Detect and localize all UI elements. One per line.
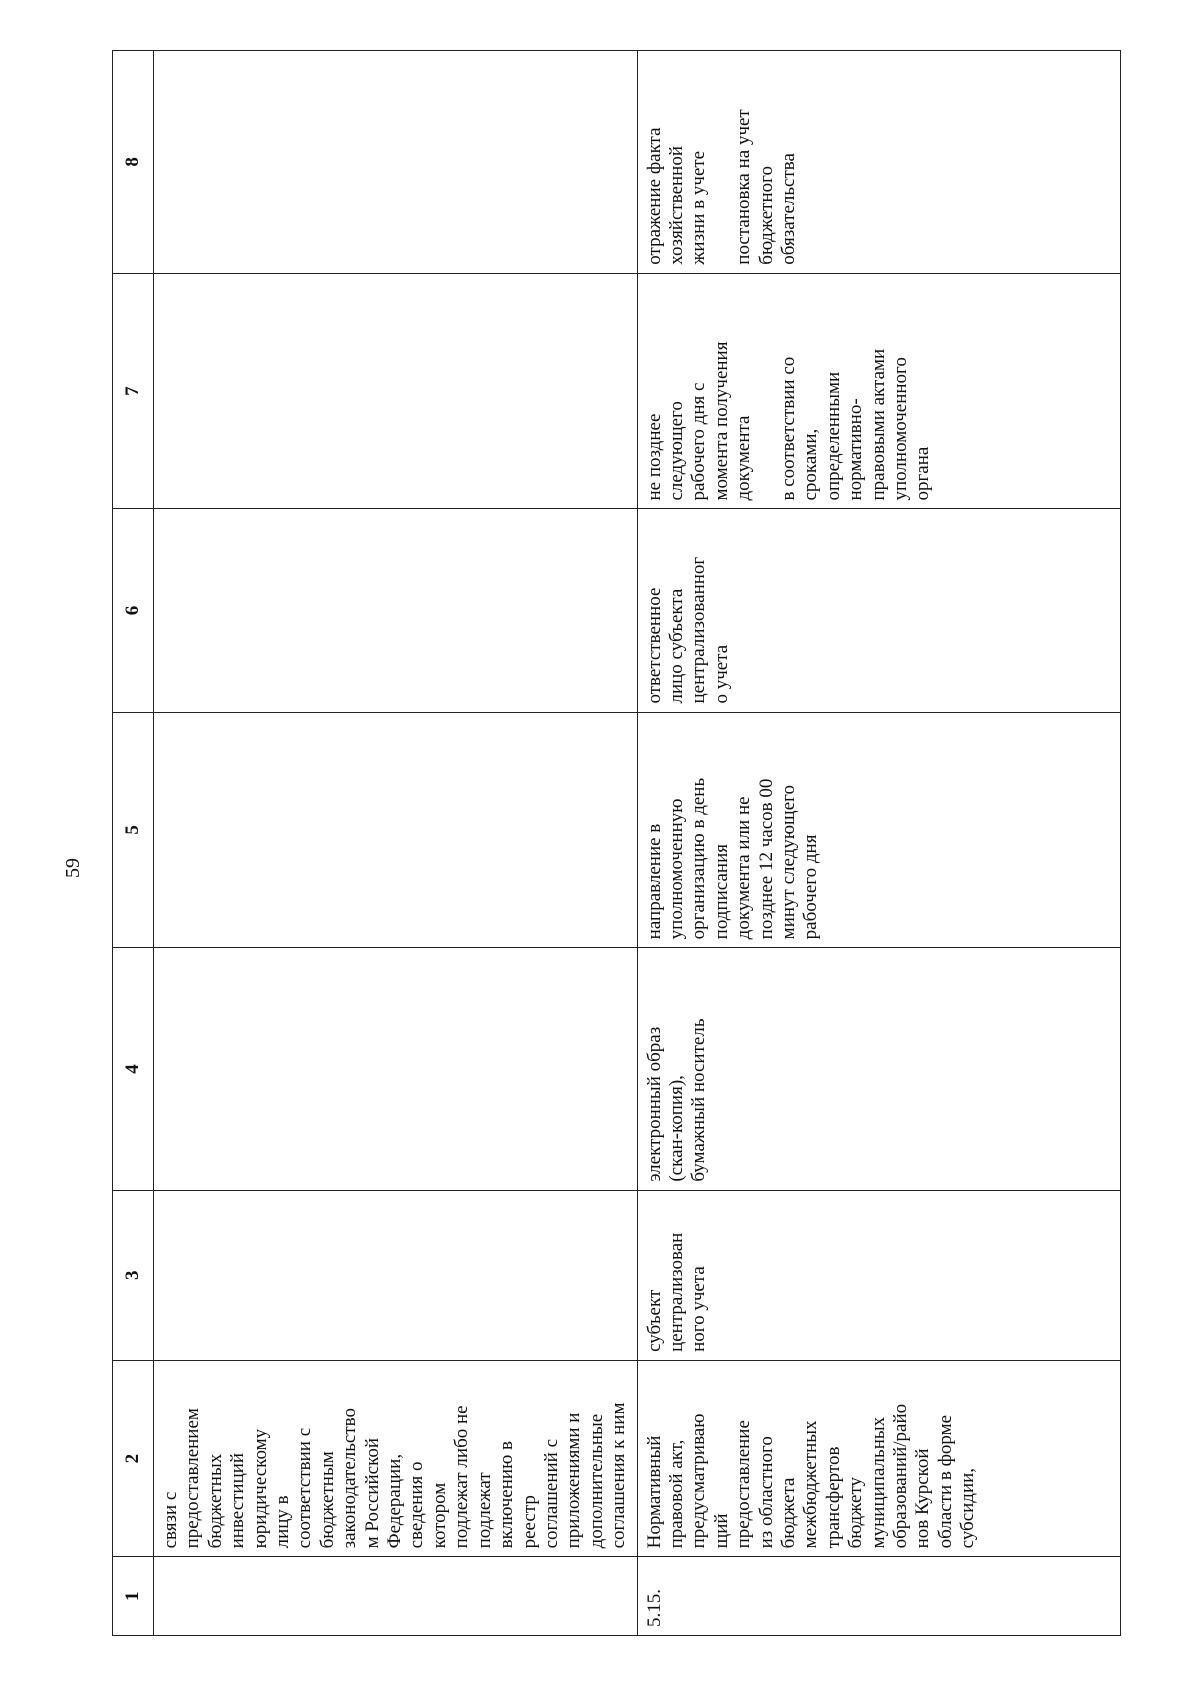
table-row — [637, 51, 1120, 1636]
column-header-7: 7 — [113, 273, 154, 509]
table-cell-responsible: ответственное лицо субъекта централизованног о учета — [637, 509, 1120, 712]
column-header-5: 5 — [113, 712, 154, 948]
table-cell-number — [154, 1557, 638, 1636]
column-header-1: 1 — [113, 1557, 154, 1636]
column-header-8: 8 — [113, 51, 154, 274]
table-cell-document: связи с предоставлением бюджетных инвестиций юридическому лицу в соответствии с бюджетным законодательство м Российской Федерации, сведения о котором подлежат либо не подлежат включению в реестр соглашений с приложениями и дополнительные соглашения к ним — [154, 1360, 638, 1556]
table-cell-number: 5.15. — [637, 1557, 1120, 1636]
table-cell-processing-deadline: не позднее следующего рабочего дня с момента получения документа в соответствии со сроками, определенными нормативно- правовыми актами уполномоченного органа — [637, 273, 1120, 509]
column-header-4: 4 — [113, 948, 154, 1190]
table-cell-transfer-deadline: направление в уполномоченную организацию в день подписания документа или не позднее 12 часов 00 минут следующего рабочего дня — [637, 712, 1120, 948]
table-cell-format: электронный образ (скан-копия), бумажный носитель — [637, 948, 1120, 1190]
table-cell-format — [154, 948, 638, 1190]
table-cell-processing-deadline — [154, 273, 638, 509]
table-cell-action — [154, 51, 638, 274]
table-row — [154, 51, 638, 1636]
header-row — [113, 51, 154, 1636]
document-table — [112, 50, 1121, 1636]
table-cell-transfer-deadline — [154, 712, 638, 948]
page-number: 59 — [62, 858, 84, 878]
column-header-6: 6 — [113, 509, 154, 712]
column-header-2: 2 — [113, 1360, 154, 1556]
table-cell-responsible — [154, 509, 638, 712]
column-header-3: 3 — [113, 1190, 154, 1360]
table-cell-action: отражение факта хозяйственной жизни в учете постановка на учет бюджетного обязательства — [637, 51, 1120, 274]
table-cell-creator — [154, 1190, 638, 1360]
table-cell-document: Нормативный правовой акт, предусматриваю щий предоставление из областного бюджета межбюджетных трансфертов бюджету муниципальных образований/райо нов Курской области в форме субсидии, — [637, 1360, 1120, 1556]
table-cell-creator: субъект централизован ного учета — [637, 1190, 1120, 1360]
